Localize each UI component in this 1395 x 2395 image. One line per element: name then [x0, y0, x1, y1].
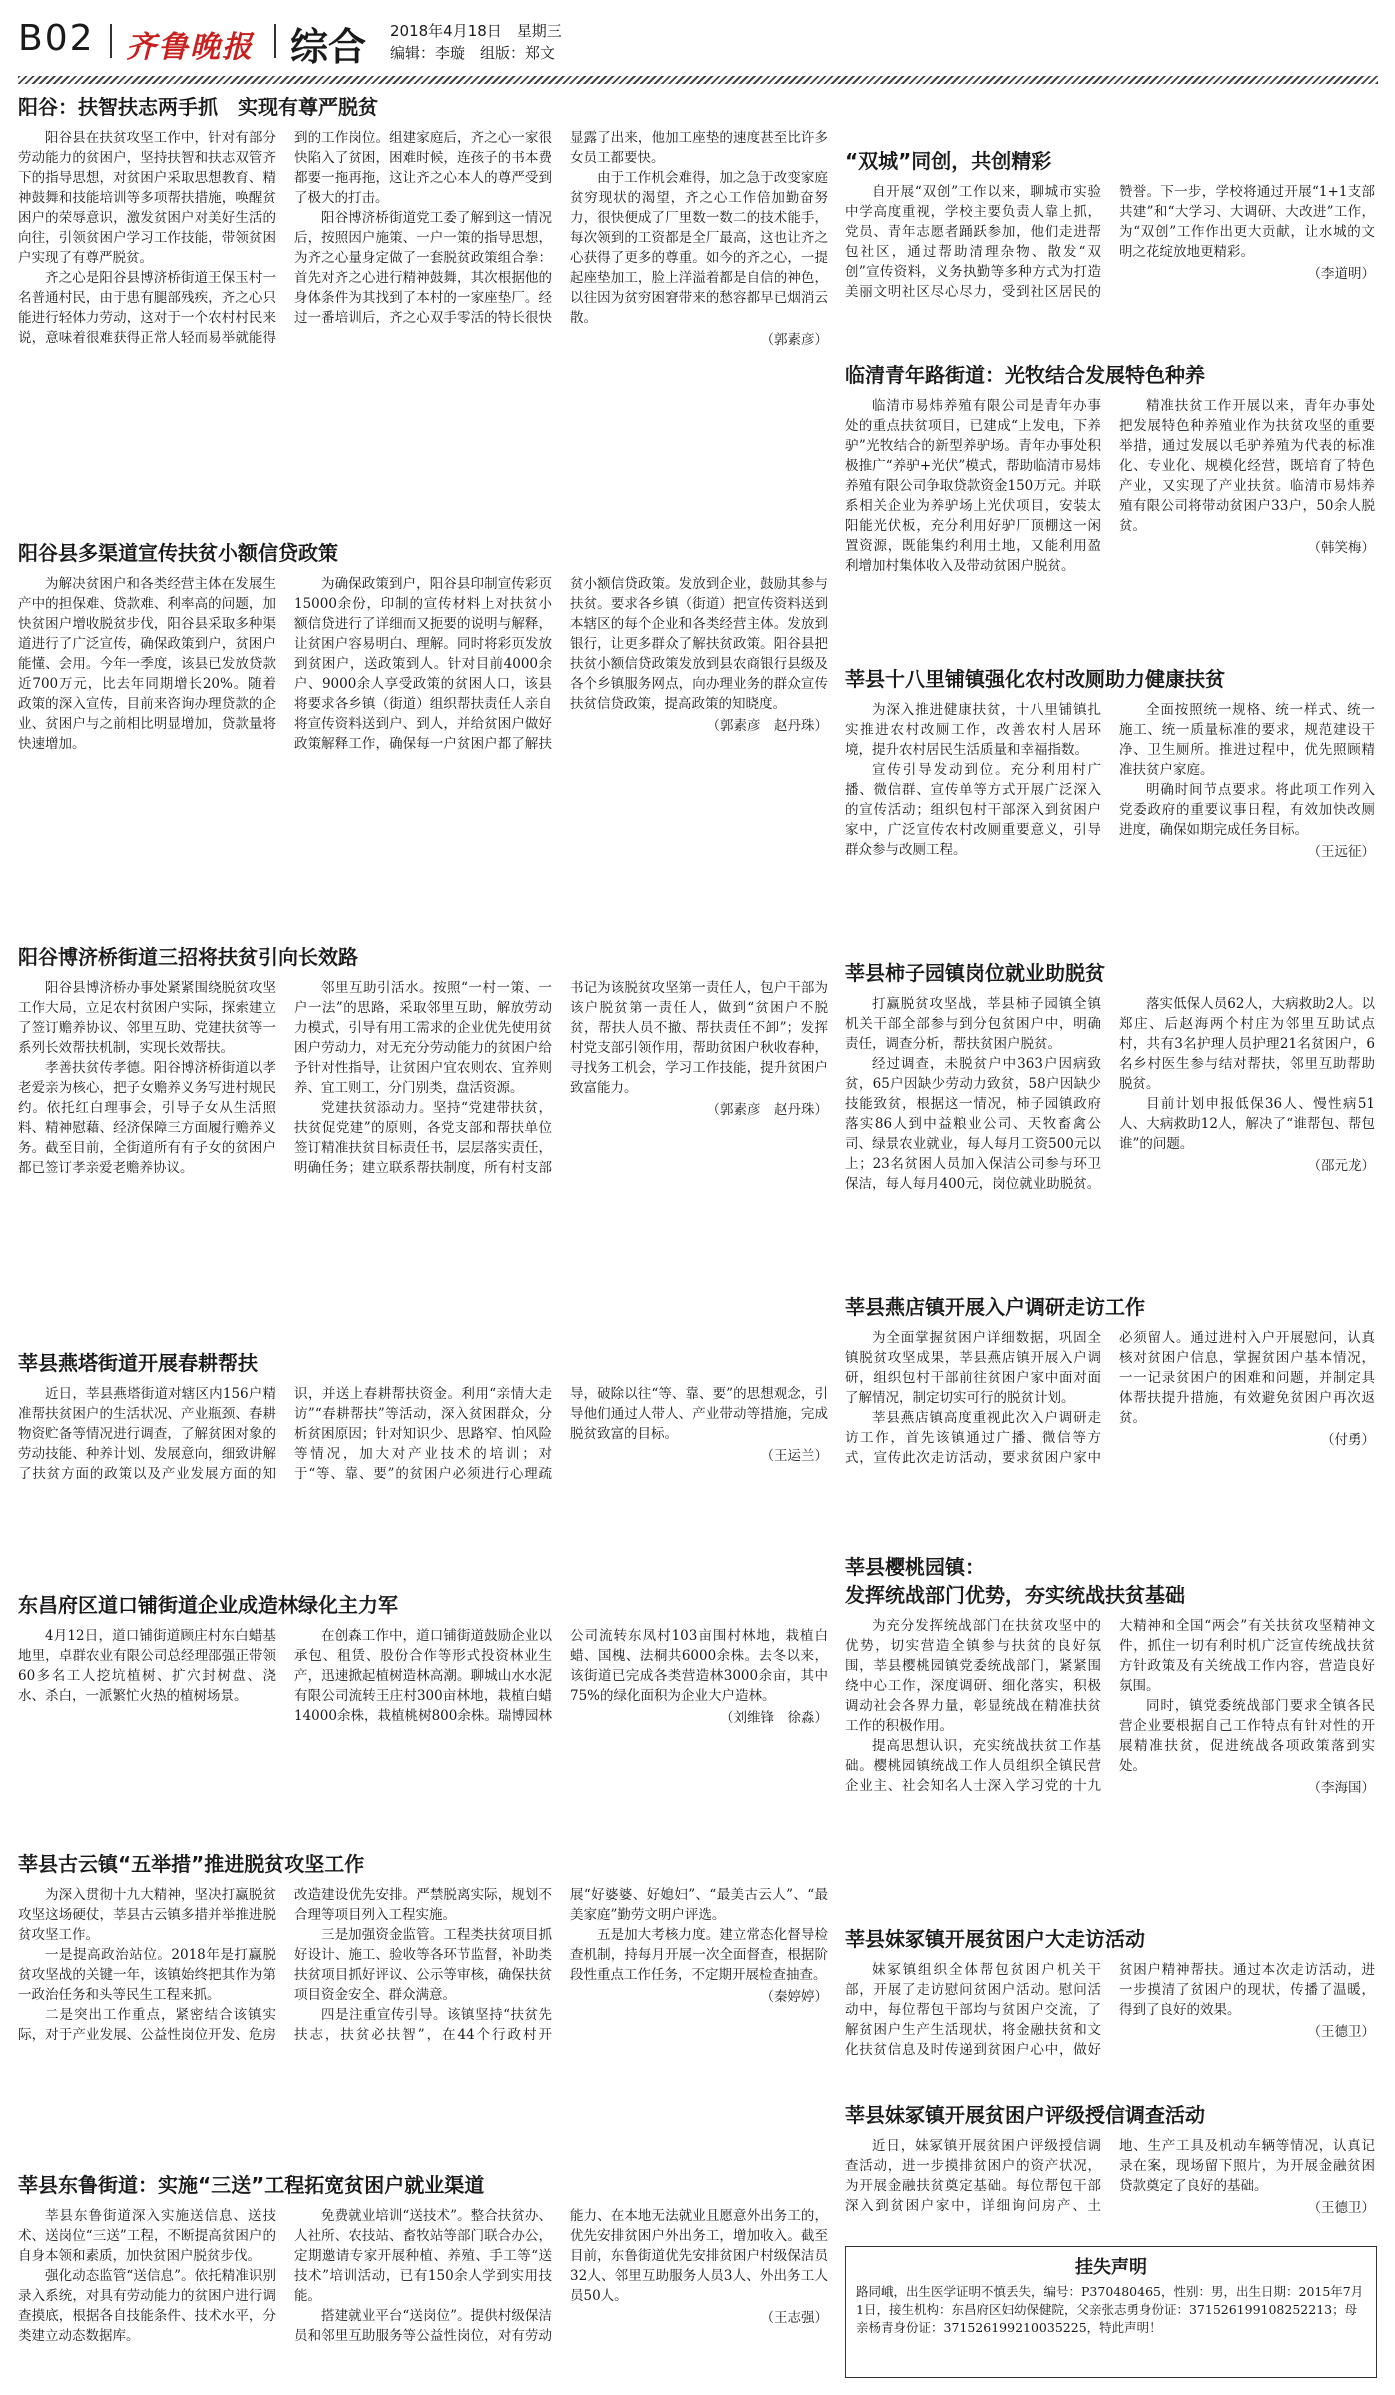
article-paragraph: 搭建就业平台“送岗位”。提供村级保洁员和邻里互助服务等公益性岗位，对有劳动能力、在本地无法就业且愿意外出务工的，优先安排贫困户外出务工，增加收入。截至目前，东鲁街道优先安排贫困户村级保洁员32人、邻里互助服务人员3人、外出务工人员50人。 — [294, 2208, 828, 2344]
article-7 — [845, 148, 1375, 358]
notice-text: 路同峨，出生医学证明不慎丢失，编号：P370480465，性别：男，出生日期：2015年7月1日，接生机构：东昌府区妇幼保健院，父亲张志勇身份证：371526199108252213；母亲杨青身份证：371526199210035225，特此声明！ — [856, 2284, 1364, 2335]
article-paragraph: 阳谷县博济桥办事处紧紧围绕脱贫攻坚工作大局，立足农村贫困户实际，探索建立了签订赡养协议、邻里互助、党建扶贫等一系列长效帮扶机制，实现长效帮扶。 — [18, 980, 276, 1056]
article-paragraph: 在创森工作中，道口铺街道鼓励企业以承包、租赁、股份合作等形式投资林业生产，迅速掀起植树造林高潮。聊城山水水泥有限公司流转王庄村300亩林地，栽植白蜡14000余株，栽植桃树800余株。瑞博园林公司流转东凤村103亩围村林地，栽植白蜡、国槐、法桐共6000余株。去冬以来，该街道已完成各类营造林3000余亩，其中75%的绿化面积为企业大户造林。 — [294, 1628, 828, 1724]
newspaper-logo: 齐鲁晚报 — [126, 30, 254, 65]
article-paragraph: 宣传引导发动到位。充分利用村广播、微信群、宣传单等方式开展广泛深入的宣传活动；组织包村干部深入到贫困户家中，广泛宣传农村改厕重要意义，引导群众参与改厕工程。 — [845, 762, 1101, 858]
article-8 — [845, 362, 1375, 662]
article-author: （邵元龙） — [1307, 1158, 1375, 1174]
lost-notice — [845, 2246, 1377, 2378]
article-0 — [18, 94, 828, 536]
article-paragraph: 近日，妹冢镇开展贫困户评级授信调查活动，进一步摸排贫困户的资产状况，为开展金融扶贫奠定基础。每位帮包干部深入到贫困户家中，详细询问房产、土地、生产工具及机动车辆等情况，认真记录在案，现场留下照片，为开展金融贫困贷款奠定了良好的基础。 — [845, 2138, 1375, 2214]
article-body — [18, 128, 828, 350]
article-title: 阳谷：扶智扶志两手抓 实现有尊严脱贫 — [18, 95, 378, 119]
header-rule — [18, 76, 1378, 84]
article-subtitle: 发挥统战部门优势，夯实统战扶贫基础 — [845, 1583, 1185, 1607]
article-paragraph: 一是提高政治站位。2018年是打赢脱贫攻坚战的关键一年，该镇始终把其作为第一政治任务和头等民生工程来抓。 — [18, 1947, 276, 2003]
article-paragraph: 4月12日，道口铺街道顾庄村东白蜡基地里，卓群农业有限公司总经理邵强正带领60多名工人挖坑植树、扩穴封树盘、浇水、杀白，一派繁忙火热的植树场景。 — [18, 1628, 276, 1704]
article-paragraph: 近日，莘县燕塔街道对辖区内156户精准帮扶贫困户的生活状况、产业瓶颈、春耕物资贮备等情况进行调查，了解贫困对象的劳动技能、种养计划、发展意向，细致讲解了扶贫方面的政策以及产业发展方面的知识，并送上春耕帮扶资金。利用“亲情大走访”“春耕帮扶”等活动，深入贫困群众，分析贫困原因；针对知识少、思路窄、怕风险等情况，加大对产业技术的培训；对于“等、靠、要”的贫困户必须进行心理疏导，破除以往“等、靠、要”的思想观念，引导他们通过人带人、产业带动等措施，完成脱贫致富的目标。 — [18, 1386, 828, 1482]
article-paragraph: 明确时间节点要求。将此项工作列入党委政府的重要议事日程，有效加快改厕进度，确保如期完成任务目标。 — [1119, 782, 1375, 838]
article-title: 莘县古云镇“五举措”推进脱贫攻坚工作 — [18, 1852, 365, 1876]
article-author: （李海国） — [1307, 1780, 1375, 1796]
article-paragraph: 妹冢镇组织全体帮包贫困户机关干部，开展了走访慰问贫困户活动。慰问活动中，每位帮包干部均与贫困户交流，了解贫困户生产生活现状，将金融扶贫和文化扶贫信息及时传递到贫困户心中，做好贫困户精神帮扶。通过本次走访活动，进一步摸清了贫困户的现状，传播了温暖，得到了良好的效果。 — [845, 1962, 1375, 2058]
article-paragraph: 四是注重宣传引导。该镇坚持“扶贫先扶志，扶贫必扶智”，在44个行政村开展“好婆婆、好媳妇”、“最美古云人”、“最美家庭”勤劳文明户评选。 — [294, 1887, 828, 2043]
article-title: 莘县燕店镇开展入户调研走访工作 — [845, 1295, 1145, 1319]
article-title: 莘县妹冢镇开展贫困户评级授信调查活动 — [845, 2103, 1205, 2127]
article-paragraph: 为全面掌握贫困户详细数据，巩固全镇脱贫攻坚成果，莘县燕店镇开展入户调研，组织包村干部前往贫困户家中面对面了解情况，制定切实可行的脱贫计划。 — [845, 1330, 1101, 1406]
article-paragraph: 由于工作机会难得，加之急于改变家庭贫穷现状的渴望，齐之心工作倍加勤奋努力，很快便成了厂里数一数二的技术能手，每次领到的工资都是全厂最高，这也让齐之心获得了更多的尊重。如今的齐之心，一提起座垫加工，脸上洋溢着都是自信的神色，以往因为贫穷困窘带来的愁容都早已烟消云散。 — [570, 170, 828, 326]
article-paragraph: 二是突出工作重点，紧密结合该镇实际，对于产业发展、公益性岗位开发、危房改造建设优先安排。严禁脱离实际，规划不合理等项目列入工程实施。 — [18, 1887, 552, 2043]
article-title: 莘县燕塔街道开展春耕帮扶 — [18, 1351, 258, 1375]
article-title: 莘县东鲁街道：实施“三送”工程拓宽贫困户就业渠道 — [18, 2173, 485, 2197]
article-title: 莘县樱桃园镇： — [845, 1555, 985, 1579]
article-author: （郭素彦） — [760, 332, 828, 348]
article-3 — [18, 1350, 828, 1588]
article-title: 莘县妹冢镇开展贫困户大走访活动 — [845, 1927, 1145, 1951]
article-paragraph: 五是加大考核力度。建立常态化督导检查机制，持每月开展一次全面督查，根据阶段性重点工作任务，不定期开展检查抽查。 — [570, 1927, 828, 1983]
article-author: （付勇） — [1321, 1432, 1375, 1448]
page-number: B02 — [18, 18, 95, 59]
article-author: （李道明） — [1307, 266, 1375, 282]
article-paragraph: 齐之心是阳谷县博济桥街道王保玉村一名普通村民，由于患有腿部残疾，齐之心只能进行轻体力劳动，这对于一个农村村民来说，意味着很难获得正常人轻而易举就能得到的工作岗位。组建家庭后，齐之心一家很快陷入了贫困，困难时候，连孩子的书本费都要一拖再拖，这让齐之心本人的尊严受到了极大的打击。 — [18, 130, 552, 346]
article-paragraph: 精准扶贫工作开展以来，青年办事处把发展特色种养殖业作为扶贫攻坚的重要举措，通过发展以毛驴养殖为代表的标准化、专业化、规模化经营，既培育了特色产业，又实现了产业扶贫。临清市易炜养殖有限公司将带动贫困户33户，50余人脱贫。 — [1119, 398, 1375, 534]
header-divider — [274, 24, 276, 58]
article-paragraph: 目前计划申报低保36人、慢性病51人、大病救助12人，解决了“谁帮包、帮包谁”的问题。 — [1119, 1096, 1375, 1152]
article-author: （郭素彦 赵丹珠） — [706, 1102, 828, 1118]
article-body — [18, 1626, 828, 1728]
article-body — [845, 182, 1375, 302]
article-body — [18, 574, 828, 754]
article-paragraph: 提高思想认识，充实统战扶贫工作基础。樱桃园镇统战工作人员组织全镇民营企业主、社会知名人士深入学习党的十九大精神和全国“两会”有关扶贫攻坚精神文件，抓住一切有利时机广泛宣传统战扶贫方针政策及有关统战工作内容，营造良好氛围。 — [845, 1618, 1375, 1794]
editor-credits: 编辑：李璇 组版：郑文 — [390, 44, 556, 62]
article-14 — [845, 2102, 1375, 2242]
article-title: 莘县十八里铺镇强化农村改厕助力健康扶贫 — [845, 667, 1225, 691]
article-title: 临清青年路街道：光牧结合发展特色种养 — [845, 363, 1205, 387]
article-paragraph: 自开展“双创”工作以来，聊城市实验中学高度重视，学校主要负责人靠上抓，党员、青年志愿者踊跃参加，他们走进帮包社区，通过帮助清理杂物、散发“双创”宣传资料，义务执勤等多种方式为打造美丽文明社区尽心尽力，受到社区居民的赞誉。下一步，学校将通过开展“1+1支部共建”和“大学习、大调研、大改进”工作，为“双创”工作作出更大贡献，让水城的文明之花绽放地更精彩。 — [845, 184, 1375, 300]
article-9 — [845, 666, 1375, 956]
article-paragraph: 阳谷县在扶贫攻坚工作中，针对有部分劳动能力的贫困户，坚持扶智和扶志双管齐下的指导思想，对贫困户采取思想教育、精神鼓舞和技能培训等多项帮扶措施，唤醒贫困户的荣辱意识，激发贫困户对美好生活的向往，引领贫困户学习工作技能，带领贫困户实现了有尊严脱贫。 — [18, 130, 276, 266]
article-paragraph: 免费就业培训“送技术”。整合扶贫办、人社所、农技站、畜牧站等部门联合办公，定期邀请专家开展种植、养殖、手工等“送技术”培训活动，已有150余人学到实用技能。 — [294, 2208, 552, 2304]
article-paragraph: 经过调查，未脱贫户中363户因病致贫，65户因缺少劳动力致贫，58户因缺少技能致贫，根据这一情况，柿子园镇政府落实86人到中益粮业公司、天牧畜禽公司、绿景农业就业，每人每月工资500元以上；23名贫困人员加入保洁公司参与环卫保洁，每人每月400元，岗位就业助脱贫。 — [845, 1056, 1101, 1192]
notice-title: 挂失声明 — [1075, 2257, 1147, 2278]
article-12 — [845, 1554, 1375, 1922]
article-paragraph: 孝善扶贫传孝德。阳谷博济桥街道以孝老爱亲为核心，把子女赡养义务写进村规民约。依托红白理事会，引导子女从生活照料、精神慰藉、经济保障三方面履行赡养义务。截至目前，全街道所有有子女的贫困户都已签订孝亲爱老赡养协议。 — [18, 1060, 276, 1176]
article-paragraph: 阳谷博济桥街道党工委了解到这一情况后，按照因户施策、一户一策的指导思想，为齐之心量身定做了一套脱贫政策组合拳：首先对齐之心进行精神鼓舞，其次根据他的身体条件为其找到了本村的一家座垫厂。经过一番培训后，齐之心双手零活的特长很快显露了出来，他加工座垫的速度甚至比许多女员工都要快。 — [294, 130, 828, 326]
article-4 — [18, 1592, 828, 1847]
article-author: （秦婷婷） — [760, 1989, 828, 2005]
article-paragraph: 为充分发挥统战部门在扶贫攻坚中的优势，切实营造全镇参与扶贫的良好氛围，莘县樱桃园镇党委统战部门，紧紧围绕中心工作，深度调研、细化落实，积极调动社会各界力量，彰显统战在精准扶贫工作的积极作用。 — [845, 1618, 1101, 1734]
article-paragraph: 为解决贫困户和各类经营主体在发展生产中的担保难、贷款难、利率高的问题，加快贫困户增收脱贫步伐，阳谷县采取多种渠道进行了广泛宣传，确保政策到户，贫困户能懂、会用。今年一季度，该县已发放贷款近700万元，比去年同期增长20%。随着政策的深入宣传，目前来咨询办理贷款的企业、贫困户与之前相比明显增加，贷款量将快速增加。 — [18, 576, 276, 752]
article-title: 莘县柿子园镇岗位就业助脱贫 — [845, 961, 1105, 985]
article-body — [845, 1960, 1375, 2060]
article-author: （王远征） — [1307, 844, 1375, 860]
article-1 — [18, 540, 828, 940]
article-paragraph: 莘县东鲁街道深入实施送信息、送技术、送岗位“三送”工程，不断提高贫困户的自身本领和素质，加快贫困户脱贫步伐。 — [18, 2208, 276, 2264]
article-title: 东昌府区道口铺街道企业成造林绿化主力军 — [18, 1593, 398, 1617]
article-body — [845, 994, 1375, 1194]
article-body — [845, 1616, 1375, 1798]
article-body — [18, 1384, 828, 1484]
article-author: （王志强） — [760, 2310, 828, 2326]
article-paragraph: 为深入推进健康扶贫，十八里铺镇扎实推进农村改厕工作，改善农村人居环境，提升农村居民生活质量和幸福指数。 — [845, 702, 1101, 758]
article-paragraph: 为确保政策到户，阳谷县印制宣传彩页15000余份，印制的宣传材料上对扶贫小额信贷进行了详细而又扼要的说明与解释，让贫困户容易明白、理解。同时将彩页发放到贫困户，送政策到人。针对目前4000余户、9000余人享受政策的贫困人口，该县将要求各乡镇（街道）组织帮扶责任人亲自将宣传资料送到户、到人，并给贫困户做好政策解释工作，确保每一户贫困户都了解扶贫小额信贷政策。发放到企业，鼓励其参与扶贫。要求各乡镇（街道）把宣传资料送到本辖区的每个企业和各类经营主体。发放到银行，让更多群众了解扶贫政策。阳谷县把扶贫小额信贷政策发放到县农商银行县级及各个乡镇服务网点，向办理业务的群众宣传扶贫信贷政策，提高政策的知晓度。 — [294, 576, 828, 752]
article-paragraph: 落实低保人员62人，大病救助2人。以郑庄、后赵海两个村庄为邻里互助试点村，共有3名护理人员护理21名贫困户，6名乡村医生参与结对帮扶，邻里互助帮助脱贫。 — [1119, 996, 1375, 1092]
article-paragraph: 莘县燕店镇高度重视此次入户调研走访工作，首先该镇通过广播、微信等方式，宣传此次走访活动，要求贫困户家中必须留人。通过进村入户开展慰问，认真核对贫困户信息，掌握贫困户基本情况，一一记录贫困户的困难和问题，并制定具体帮扶提升措施，有效避免贫困户再次返贫。 — [845, 1330, 1375, 1466]
article-body — [845, 700, 1375, 862]
article-title: 阳谷县多渠道宣传扶贫小额信贷政策 — [18, 541, 338, 565]
article-body — [18, 2206, 828, 2346]
article-paragraph: 强化动态监管“送信息”。依托精准识别录入系统，对具有劳动能力的贫困户进行调查摸底，根据各自技能条件、技术水平，分类建立动态数据库。 — [18, 2268, 276, 2344]
article-paragraph: 临清市易炜养殖有限公司是青年办事处的重点扶贫项目，已建成“上发电，下养驴”光牧结合的新型养驴场。青年办事处积极推广“养驴+光伏”模式，帮助临清市易炜养殖有限公司争取贷款资金150万元。并联系相关企业为养驴场上光伏项目，安装太阳能光伏板，充分利用好驴厂顶棚这一闲置资源，既能集约利用土地，又能利用盈利增加村集体收入及带动贫困户脱贫。 — [845, 398, 1101, 574]
article-title: “双城”同创，共创精彩 — [845, 149, 1052, 173]
page-header — [18, 14, 1378, 70]
section-title: 综合 — [290, 25, 367, 69]
article-2 — [18, 944, 828, 1344]
article-paragraph: 同时，镇党委统战部门要求全镇各民营企业要根据自己工作特点有针对性的开展精准扶贫，促进统战各项政策落到实处。 — [1119, 1698, 1375, 1774]
article-author: （王运兰） — [760, 1448, 828, 1464]
article-body — [845, 2136, 1375, 2218]
article-paragraph: 打赢脱贫攻坚战，莘县柿子园镇全镇机关干部全部参与到分包贫困户中，明确责任，调查分析，帮扶贫困户脱贫。 — [845, 996, 1101, 1052]
article-author: （韩笑梅） — [1307, 540, 1375, 556]
article-13 — [845, 1926, 1375, 2098]
article-body — [18, 978, 828, 1178]
article-6 — [18, 2172, 828, 2377]
article-paragraph: 党建扶贫添动力。坚持“党建带扶贫，扶贫促党建”的原则，各党支部和帮扶单位签订精准扶贫目标责任书，层层落实责任，明确任务；建立联系帮扶制度，所有村支部书记为该脱贫攻坚第一责任人，包户干部为该户脱贫第一责任人，做到“贫困户不脱贫，帮扶人员不撤、帮扶责任不卸”；发挥村党支部引领作用，帮助贫困户秋收春种，寻找务工机会，学习工作技能，提升贫困户致富能力。 — [294, 980, 828, 1176]
article-title: 阳谷博济桥街道三招将扶贫引向长效路 — [18, 945, 358, 969]
article-author: （王德卫） — [1307, 2200, 1375, 2216]
article-author: （王德卫） — [1307, 2024, 1375, 2040]
article-body — [18, 1885, 828, 2045]
article-11 — [845, 1294, 1375, 1550]
article-paragraph: 为深入贯彻十九大精神，坚决打赢脱贫攻坚这场硬仗，莘县古云镇多措并举推进脱贫攻坚工作。 — [18, 1887, 276, 1943]
issue-date: 2018年4月18日 星期三 — [390, 22, 562, 40]
article-10 — [845, 960, 1375, 1290]
article-paragraph: 全面按照统一规格、统一样式、统一施工、统一质量标准的要求，规范建设干净、卫生厕所。推进过程中，优先照顾精准扶贫户家庭。 — [1119, 702, 1375, 778]
article-5 — [18, 1851, 828, 2169]
article-paragraph: 三是加强资金监管。工程类扶贫项目抓好设计、施工、验收等各环节监督，补助类扶贫项目抓好评议、公示等审核，确保扶贫项目资金安全、群众满意。 — [294, 1927, 552, 2003]
article-body — [845, 1328, 1375, 1468]
article-body — [845, 396, 1375, 576]
article-paragraph: 邻里互助引活水。按照“一村一策、一户一法”的思路，采取邻里互助，解放劳动力模式，引导有用工需求的企业优先使用贫困户劳动力，对无充分劳动能力的贫困户给予针对性指导，让贫困户宜农则农、宜养则养、宜工则工，分门别类，盘活资源。 — [294, 980, 552, 1096]
article-author: （郭素彦 赵丹珠） — [706, 718, 828, 734]
article-author: （刘维锋 徐淼） — [720, 1710, 828, 1726]
header-divider — [110, 24, 112, 58]
